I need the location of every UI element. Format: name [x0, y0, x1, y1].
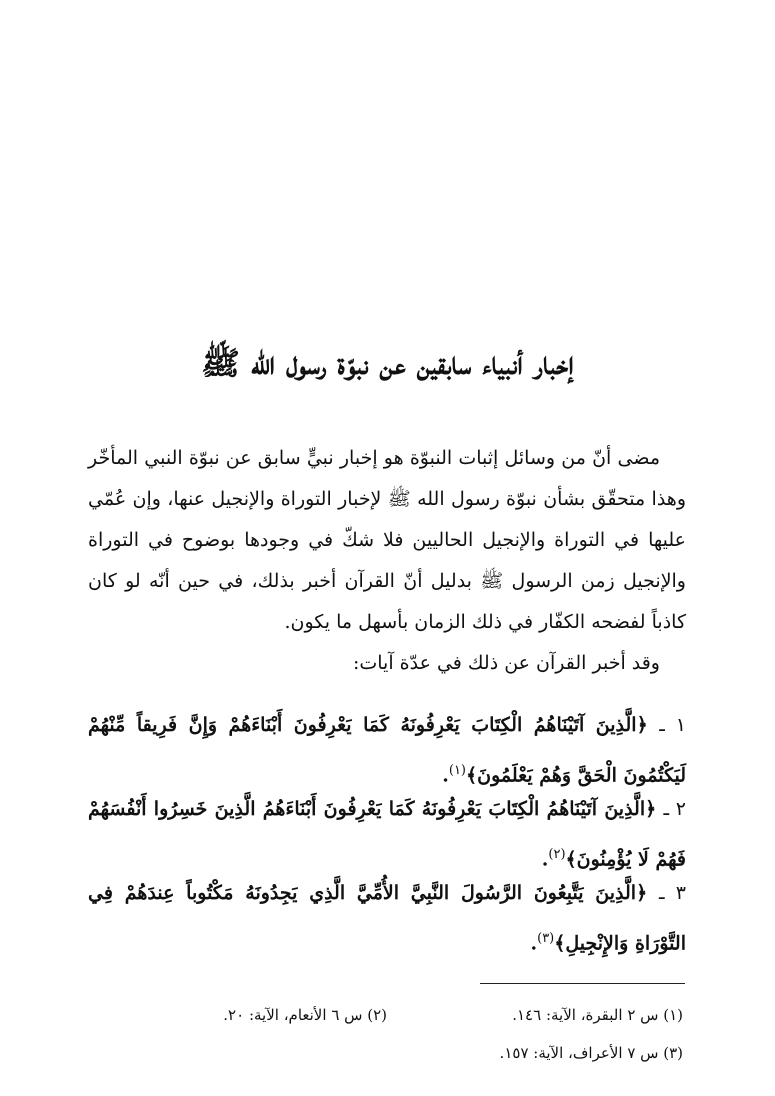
- footnote-2: (٢) س ٦ الأنعام، الآية: ٢٠.: [223, 1006, 387, 1024]
- footnote-ref: (٢): [548, 847, 566, 862]
- verse-end: .: [541, 848, 549, 871]
- footnote-divider: [480, 983, 685, 984]
- footnote-3: (٣) س ٧ الأعراف، الآية: ١٥٧.: [499, 1044, 683, 1062]
- verse-number: ١ ـ: [659, 714, 686, 736]
- verse-text: ﴿الَّذِينَ يَتَّبِعُونَ الرَّسُولَ النَّبِيَّ الأُمِّيَّ الَّذِي يَجِدُونَهُ مَكْتُوباً عِندَهُمْ فِي التَّوْرَاةِ وَالإِنْجِيلِ﴾: [88, 882, 686, 955]
- paragraph-intro: مضى أنّ من وسائل إثبات النبوّة هو إخبار نبيٍّ سابق عن نبوّة النبي المأخّر وهذا متحقّق بشأن نبوّة رسول الله ﷺ لإخبار التوراة والإنجيل عنها، وإن عُمّي عليها في التوراة والإنجيل الحاليين فلا شكّ في وجودها بوضوح في التوراة والإنجيل زمن الرسول ﷺ بدليل أنّ القرآن أخبر بذلك، في حين أنّه لو كان كاذباً لفضحه الكفّار في ذلك الزمان بأسهل ما يكون.: [88, 447, 686, 633]
- verse-number: ٢ ـ: [663, 798, 686, 820]
- verse-end: .: [530, 932, 538, 955]
- body-text: [88, 438, 686, 684]
- verse-item-1: [88, 702, 686, 798]
- verse-item-3: [88, 870, 686, 966]
- footnote-1: (١) س ٢ البقرة، الآية: ١٤٦.: [512, 1006, 683, 1024]
- paragraph-verses-lead: وقد أخبر القرآن عن ذلك في عدّة آيات:: [352, 652, 660, 674]
- verse-text: ﴿الَّذِينَ آتَيْنَاهُمُ الْكِتَابَ يَعْرِفُونَهُ كَمَا يَعْرِفُونَ أَبْنَاءَهُمْ وَإِنَّ فَرِيقاً مِّنْهُمْ لَيَكْتُمُونَ الْحَقَّ وَهُمْ يَعْلَمُونَ﴾: [88, 714, 686, 787]
- footnote-ref: (١): [448, 763, 466, 778]
- page-title: إخبار أنبياء سابقين عن نبوّة رسول الله ﷺ: [201, 344, 574, 382]
- verse-text: ﴿الَّذِينَ آتَيْنَاهُمُ الْكِتَابَ يَعْرِفُونَهُ كَمَا يَعْرِفُونَ أَبْنَاءَهُمُ الَّذِينَ خَسِرُوا أَنْفُسَهُمْ فَهُمْ لَا يُؤْمِنُونَ﴾: [88, 798, 686, 871]
- verse-end: .: [442, 764, 449, 787]
- verse-number: ٣ ـ: [659, 882, 687, 904]
- footnote-ref: (٣): [537, 931, 555, 946]
- verse-item-2: [88, 786, 686, 882]
